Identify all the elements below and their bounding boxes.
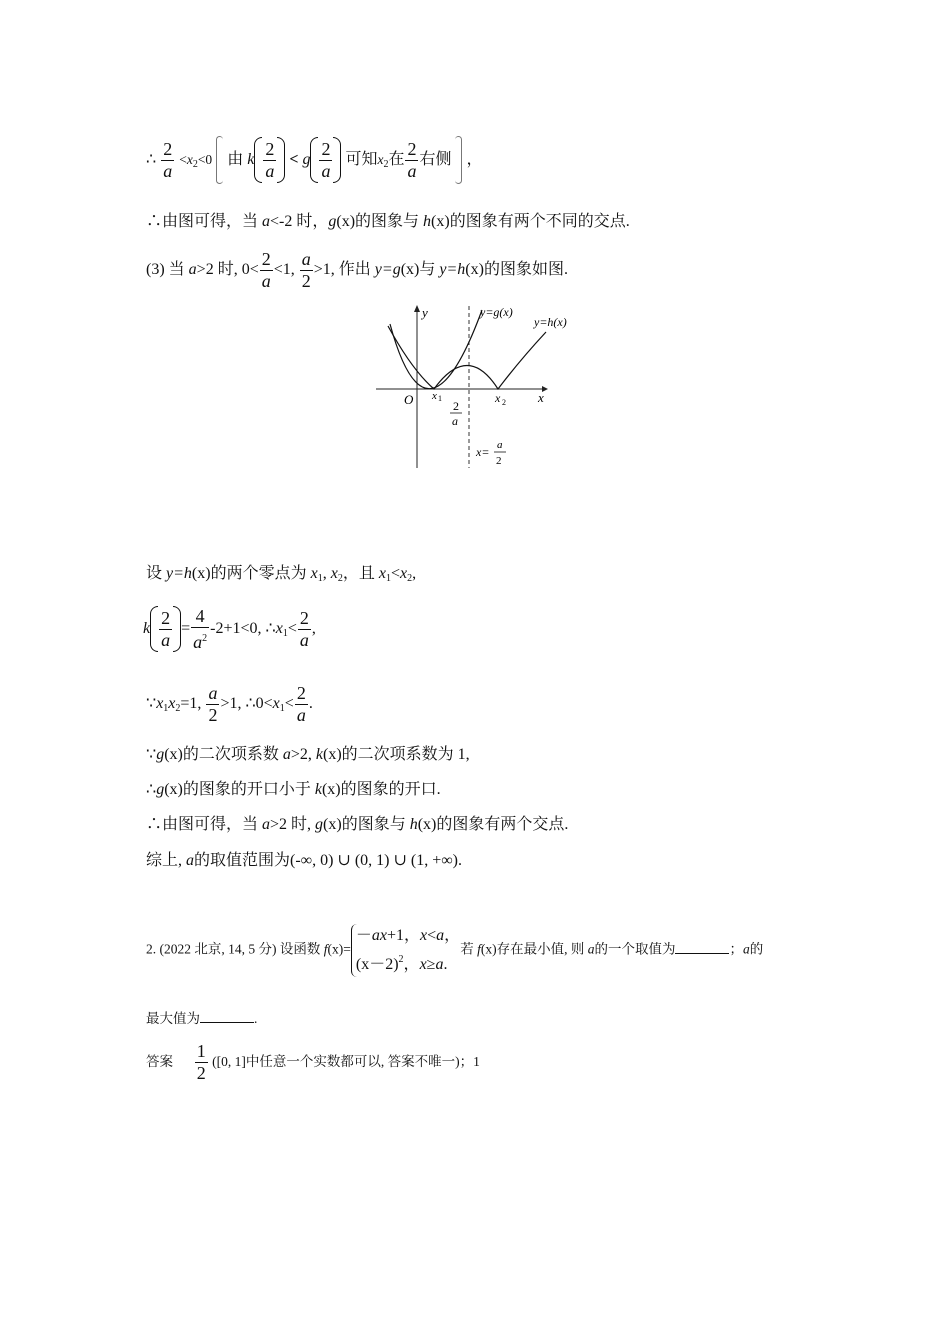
svg-text:2: 2 <box>496 455 502 467</box>
curve-g <box>390 310 482 389</box>
frac-2-over-a: $\frac{2}{a}$ <box>163 138 173 181</box>
line-6: $\because x_1x_2=1$, $\frac{a}{2}$ >1, $\therefore 0<x_1<$ $\frac{2}{a}$ . <box>146 682 313 725</box>
line-5: k $\frac{2}{a}$ = $\frac{4}{a^2}$ -2+1<0, $\therefore x_1<$ $\frac{2}{a}$ , <box>143 605 316 652</box>
answer-blank-1[interactable] <box>675 939 729 954</box>
svg-text:x: x <box>538 390 544 405</box>
line-10: 综上, a的取值范围为(-∞, 0) ∪ (0, 1) ∪ (1, +∞). <box>146 852 462 869</box>
answer-line: 答案 $\frac{1}{2}$ ([0, 1]中任意一个实数都可以, 答案不唯一)；1 <box>146 1041 480 1084</box>
svg-text:y=h(x): y=h(x) <box>534 315 567 329</box>
line-8: ∴g(x)的图象的开口小于 k(x)的图象的开口. <box>146 781 441 798</box>
function-graph <box>370 300 567 475</box>
curve-h <box>388 326 546 389</box>
svg-text:x: x <box>495 391 501 405</box>
line-9: ∴由图可得，当 a>2 时, g(x)的图象与 h(x)的图象有两个交点. <box>146 816 569 833</box>
line-1: ∴ $\frac{2}{a}$ $<x_2<0$ 由 k $\frac{2}{a}$ < g $\frac{2}{a}$ 可知$x_2$在 $\frac{2}{a}$ 右侧 ， <box>146 136 483 189</box>
svg-text:2: 2 <box>453 399 459 413</box>
answer-blank-2[interactable] <box>200 1008 254 1023</box>
line-4: 设 y=h(x)的两个零点为 $x_1$, $x_2$，且 $x_1<x_2$, <box>146 565 417 584</box>
svg-text:O: O <box>404 392 414 407</box>
svg-text:a: a <box>452 414 458 428</box>
problem-2-line-2: 最大值为 . <box>146 1008 257 1029</box>
svg-text:y: y <box>422 305 428 320</box>
svg-text:2: 2 <box>502 398 506 407</box>
line-2: ∴由图可得，当 a<-2 时，g(x)的图象与 h(x)的图象有两个不同的交点. <box>146 213 630 230</box>
line-7: ∵g(x)的二次项系数 a>2, k(x)的二次项系数为 1, <box>146 746 470 763</box>
right-brace <box>455 136 462 184</box>
problem-2: 2. (2022 北京, 14, 5 分) 设函数 f(x)=－ax+1，x<a， $(x-2)^2$，x≥a.若 f(x)存在最小值, 则 a的一个取值为 ；a的 <box>146 924 763 977</box>
svg-text:y=g(x): y=g(x) <box>480 305 513 319</box>
svg-text:x: x <box>432 390 437 402</box>
left-brace <box>216 136 223 184</box>
y-axis-arrow <box>414 305 420 312</box>
line-3: (3) 当 a>2 时, 0< $\frac{2}{a}$ <1, $\frac{a}{2}$ >1, 作出 y=g(x)与 y=h(x)的图象如图. <box>146 248 568 291</box>
piecewise-function: －ax+1，x<a， $(x-2)^2$，x≥a. <box>351 924 460 977</box>
svg-text:a: a <box>497 439 503 451</box>
svg-text:1: 1 <box>438 394 442 403</box>
svg-text:x=: x= <box>476 445 490 459</box>
